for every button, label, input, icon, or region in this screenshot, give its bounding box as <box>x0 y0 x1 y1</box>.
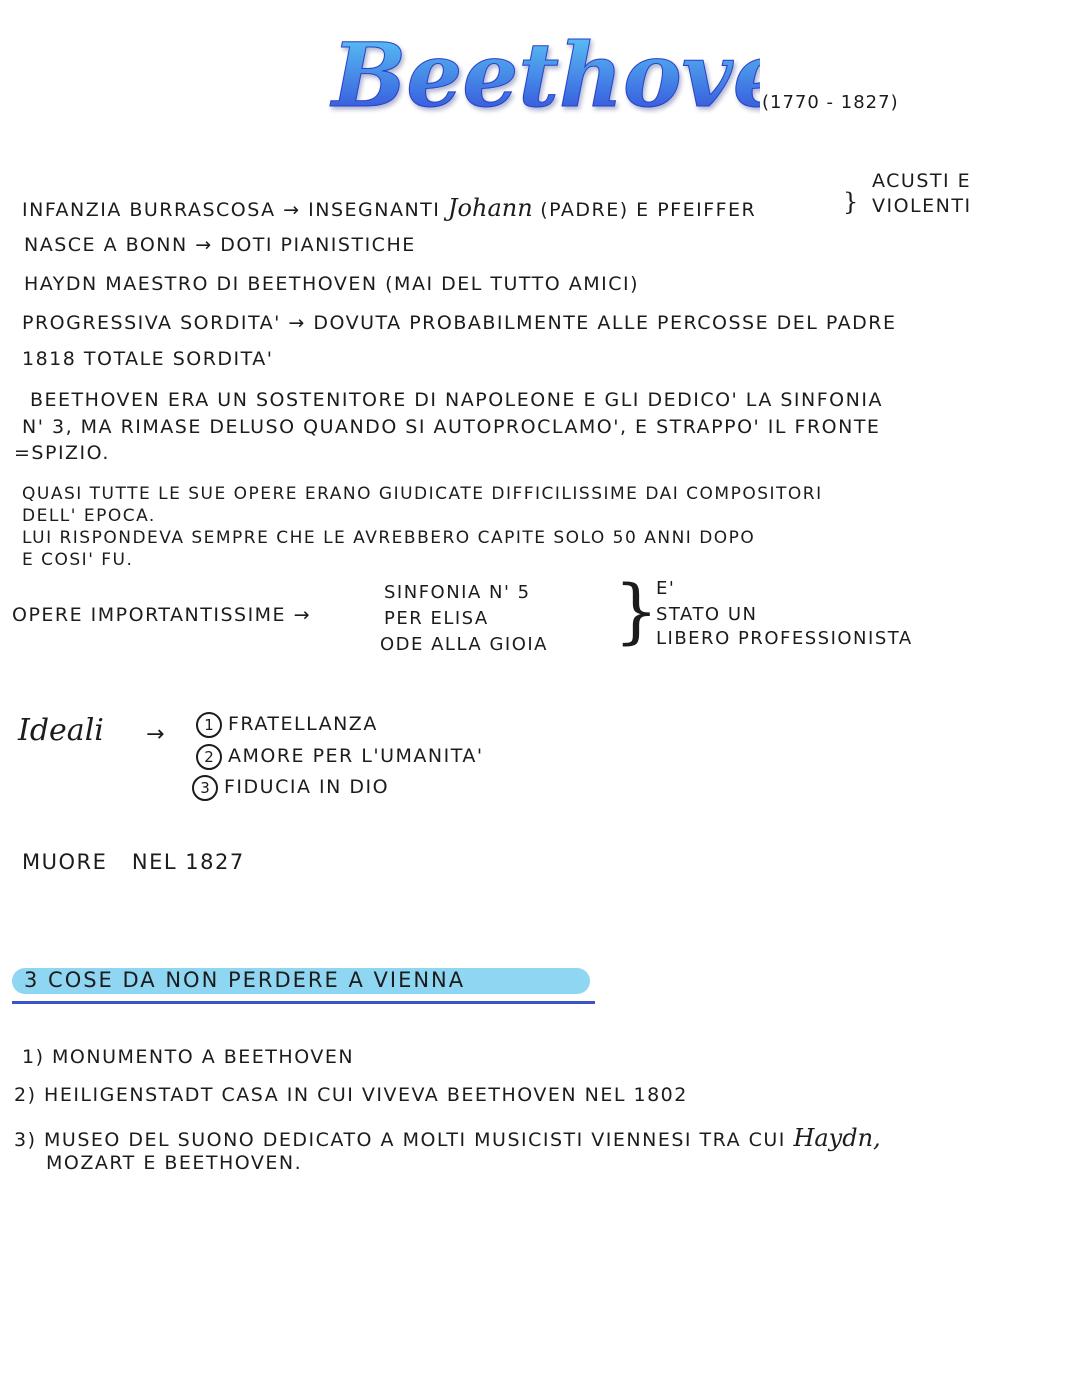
brace-large-icon: } <box>614 570 659 652</box>
opere-line-4: E COSI' FU. <box>22 550 134 570</box>
ideal-number-3: 3 <box>192 775 218 801</box>
haydn-script: Haydn, <box>793 1124 881 1152</box>
work-note-1: E' <box>656 578 676 599</box>
opere-line-3: LUI RISPONDEVA SEMPRE CHE LE AVREBBERO CAPITE SOLO 50 ANNI DOPO <box>22 528 756 548</box>
vienna-heading: 3 COSE DA NON PERDERE A VIENNA <box>24 968 466 992</box>
vienna-item-3-text: 3) MUSEO DEL SUONO DEDICATO A MOLTI MUSICISTI VIENNESI TRA CUI <box>14 1129 786 1151</box>
ideal-item-2 <box>196 744 484 770</box>
johann-name: Johann <box>447 194 533 222</box>
napoleone-line-2: N' 3, MA RIMASE DELUSO QUANDO SI AUTOPROCLAMO', E STRAPPO' IL FRONTE <box>22 416 881 438</box>
work-item-3: ODE ALLA GIOIA <box>380 634 548 655</box>
title-text: Beethov <box>332 23 733 127</box>
works-label: OPERE IMPORTANTISSIME → <box>12 604 312 626</box>
opere-line-1: QUASI TUTTE LE SUE OPERE ERANO GIUDICATE DIFFICILISSIME DAI COMPOSITORI <box>22 484 823 504</box>
work-note-3: LIBERO PROFESSIONISTA <box>656 628 913 649</box>
ideal-text-3: FIDUCIA IN DIO <box>224 776 390 798</box>
vienna-item-3-cont: MOZART E BEETHOVEN. <box>46 1152 303 1174</box>
napoleone-line-1: BEETHOVEN ERA UN SOSTENITORE DI NAPOLEONE E GLI DEDICO' LA SINFONIA <box>30 389 883 411</box>
death-line: MUORE NEL 1827 <box>22 850 245 874</box>
ideal-item-3 <box>192 775 389 801</box>
infanzia-text: INFANZIA BURRASCOSA → INSEGNANTI <box>22 199 441 221</box>
life-dates: (1770 - 1827) <box>762 92 899 113</box>
title-graphic <box>320 18 760 148</box>
infanzia-line <box>22 196 756 220</box>
ideal-number-2: 2 <box>196 744 222 770</box>
ideals-label: Ideali <box>18 713 104 748</box>
nasce-line: NASCE A BONN → DOTI PIANISTICHE <box>24 234 416 256</box>
heading-underline <box>12 1001 595 1004</box>
page-title <box>320 18 760 148</box>
ideal-item-1 <box>196 712 378 738</box>
ideal-text-1: FRATELLANZA <box>228 713 378 735</box>
totale-line: 1818 TOTALE SORDITA' <box>22 348 274 370</box>
brace-small-icon: } <box>843 188 859 216</box>
work-note-2: STATO UN <box>656 604 758 625</box>
acoustic-note: ACUSTI E <box>872 170 972 192</box>
sordita-line: PROGRESSIVA SORDITA' → DOVUTA PROBABILMENTE ALLE PERCOSSE DEL PADRE <box>22 312 897 334</box>
opere-line-2: DELL' EPOCA. <box>22 506 156 526</box>
vienna-item-3 <box>14 1126 881 1150</box>
napoleone-line-3: =SPIZIO. <box>14 442 110 464</box>
ideals-arrow-icon: → <box>146 722 166 747</box>
vienna-item-1: 1) MONUMENTO A BEETHOVEN <box>22 1046 355 1068</box>
haydn-line: HAYDN MAESTRO DI BEETHOVEN (MAI DEL TUTTO AMICI) <box>24 273 640 295</box>
work-item-1: SINFONIA N' 5 <box>384 582 531 603</box>
vienna-item-2: 2) HEILIGENSTADT CASA IN CUI VIVEVA BEETHOVEN NEL 1802 <box>14 1084 688 1106</box>
work-item-2: PER ELISA <box>384 608 489 629</box>
violenti-note: VIOLENTI <box>872 195 972 217</box>
ideal-number-1: 1 <box>196 712 222 738</box>
padre-pfeiffer-text: (PADRE) E PFEIFFER <box>540 199 757 221</box>
ideal-text-2: AMORE PER L'UMANITA' <box>228 745 484 767</box>
